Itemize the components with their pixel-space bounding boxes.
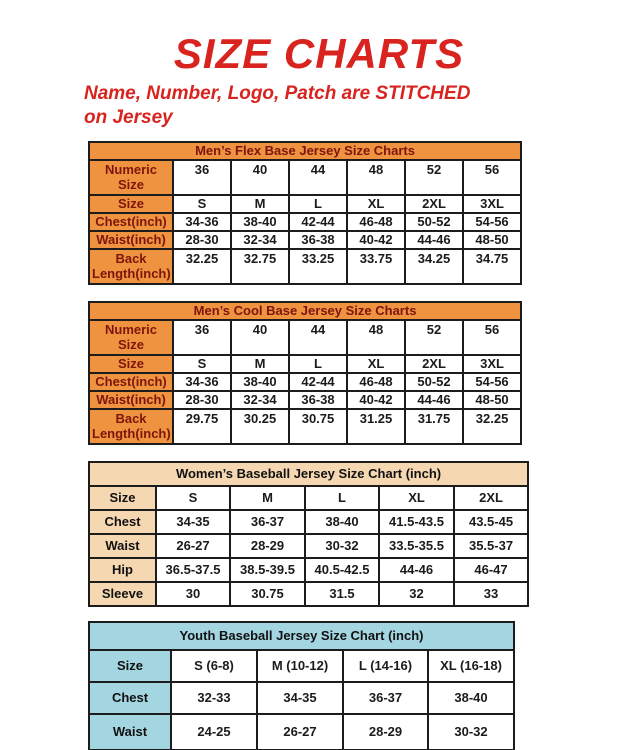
row-label: Waist xyxy=(89,534,156,558)
size-cell: 40-42 xyxy=(347,231,405,249)
size-cell: 48-50 xyxy=(463,231,521,249)
mens-cool-table-title: Men’s Cool Base Jersey Size Charts xyxy=(89,302,521,320)
size-cell: L xyxy=(305,486,379,510)
size-cell: 56 xyxy=(463,320,521,355)
size-cell: 32 xyxy=(379,582,454,606)
size-cell: 38-40 xyxy=(305,510,379,534)
row-label: Waist(inch) xyxy=(89,231,173,249)
youth-table-title: Youth Baseball Jersey Size Chart (inch) xyxy=(89,622,514,650)
size-cell: L xyxy=(289,355,347,373)
mens-cool-size-table xyxy=(88,301,522,445)
size-cell: 2XL xyxy=(405,355,463,373)
size-cell: 36-37 xyxy=(230,510,305,534)
size-cell: 42-44 xyxy=(289,213,347,231)
row-label: Sleeve xyxy=(89,582,156,606)
row-label: Size xyxy=(89,650,171,682)
size-cell: 36 xyxy=(173,160,231,195)
row-label: Back Length(inch) xyxy=(89,249,173,284)
size-cell: 38.5-39.5 xyxy=(230,558,305,582)
table-row xyxy=(89,195,521,213)
youth-size-table xyxy=(88,621,515,750)
size-cell: 36.5-37.5 xyxy=(156,558,230,582)
size-cell: 32-33 xyxy=(171,682,257,714)
size-cell: XL (16-18) xyxy=(428,650,514,682)
table-row xyxy=(89,160,521,195)
womens-table-title: Women’s Baseball Jersey Size Chart (inch) xyxy=(89,462,528,486)
row-label: Chest(inch) xyxy=(89,213,173,231)
size-cell: XL xyxy=(347,355,405,373)
size-cell: 41.5-43.5 xyxy=(379,510,454,534)
size-cell: 34-35 xyxy=(257,682,343,714)
size-cell: 30-32 xyxy=(428,714,514,750)
table-row xyxy=(89,391,521,409)
womens-size-table xyxy=(88,461,529,607)
size-cell: 54-56 xyxy=(463,213,521,231)
table-row xyxy=(89,486,528,510)
size-cell: 26-27 xyxy=(257,714,343,750)
size-cell: 3XL xyxy=(463,355,521,373)
row-label: Hip xyxy=(89,558,156,582)
table-row xyxy=(89,213,521,231)
table-row xyxy=(89,231,521,249)
table-row xyxy=(89,320,521,355)
page-title: SIZE CHARTS xyxy=(173,30,465,77)
size-cell: XL xyxy=(379,486,454,510)
table-row xyxy=(89,462,528,486)
table-row xyxy=(89,249,521,284)
size-cell: 32-34 xyxy=(231,231,289,249)
size-cell: 46-47 xyxy=(454,558,528,582)
size-cell: 50-52 xyxy=(405,213,463,231)
size-cell: 52 xyxy=(405,320,463,355)
table-row xyxy=(89,714,514,750)
stitched-note xyxy=(84,82,598,131)
row-label: Size xyxy=(89,195,173,213)
size-cell: 44-46 xyxy=(405,391,463,409)
row-label: Waist xyxy=(89,714,171,750)
size-cell: 34-36 xyxy=(173,373,231,391)
table-row xyxy=(89,409,521,444)
size-cell: S xyxy=(173,355,231,373)
size-cell: 32-34 xyxy=(231,391,289,409)
size-cell: 31.75 xyxy=(405,409,463,444)
size-cell: 43.5-45 xyxy=(454,510,528,534)
size-cell: 34.25 xyxy=(405,249,463,284)
size-cell: 36 xyxy=(173,320,231,355)
table-row xyxy=(89,582,528,606)
size-cell: 34-35 xyxy=(156,510,230,534)
table-row xyxy=(89,302,521,320)
row-label: Size xyxy=(89,355,173,373)
size-cell: S xyxy=(156,486,230,510)
row-label: Chest xyxy=(89,682,171,714)
size-cell: 2XL xyxy=(454,486,528,510)
size-cell: 38-40 xyxy=(428,682,514,714)
size-cell: 24-25 xyxy=(171,714,257,750)
size-cell: 32.25 xyxy=(463,409,521,444)
size-cell: 48-50 xyxy=(463,391,521,409)
size-cell: 40 xyxy=(231,160,289,195)
size-cell: 44-46 xyxy=(405,231,463,249)
size-cell: 40 xyxy=(231,320,289,355)
size-charts-page xyxy=(0,30,638,750)
size-cell: 36-37 xyxy=(343,682,428,714)
size-cell: 38-40 xyxy=(231,373,289,391)
mens-flex-table-title: Men’s Flex Base Jersey Size Charts xyxy=(89,142,521,160)
table-row xyxy=(89,142,521,160)
stitched-note-line2: on Jersey xyxy=(84,107,173,129)
size-cell: 32.75 xyxy=(231,249,289,284)
row-label: Numeric Size xyxy=(89,320,173,355)
table-row xyxy=(89,622,514,650)
size-cell: 30.75 xyxy=(230,582,305,606)
size-cell: S xyxy=(173,195,231,213)
size-cell: 44-46 xyxy=(379,558,454,582)
size-cell: 32.25 xyxy=(173,249,231,284)
size-cell: 40-42 xyxy=(347,391,405,409)
table-row xyxy=(89,534,528,558)
table-row xyxy=(89,510,528,534)
stitched-note-line1: Name, Number, Logo, Patch are STITCHED xyxy=(84,83,471,104)
size-cell: 36-38 xyxy=(289,231,347,249)
row-label: Waist(inch) xyxy=(89,391,173,409)
size-cell: 30-32 xyxy=(305,534,379,558)
size-cell: 30 xyxy=(156,582,230,606)
size-cell: 50-52 xyxy=(405,373,463,391)
size-cell: L xyxy=(289,195,347,213)
row-label: Chest(inch) xyxy=(89,373,173,391)
size-cell: 33 xyxy=(454,582,528,606)
table-row xyxy=(89,558,528,582)
size-cell: 46-48 xyxy=(347,213,405,231)
size-cell: 28-29 xyxy=(230,534,305,558)
size-cell: 36-38 xyxy=(289,391,347,409)
size-cell: 52 xyxy=(405,160,463,195)
row-label: Back Length(inch) xyxy=(89,409,173,444)
size-cell: 34.75 xyxy=(463,249,521,284)
size-cell: 33.75 xyxy=(347,249,405,284)
size-cell: 35.5-37 xyxy=(454,534,528,558)
size-cell: M xyxy=(231,355,289,373)
size-cell: 28-29 xyxy=(343,714,428,750)
size-cell: 40.5-42.5 xyxy=(305,558,379,582)
size-cell: XL xyxy=(347,195,405,213)
table-row xyxy=(89,355,521,373)
row-label: Chest xyxy=(89,510,156,534)
size-cell: 31.25 xyxy=(347,409,405,444)
size-cell: 44 xyxy=(289,160,347,195)
size-cell: 30.75 xyxy=(289,409,347,444)
size-cell: 31.5 xyxy=(305,582,379,606)
mens-flex-size-table xyxy=(88,141,522,285)
size-cell: 3XL xyxy=(463,195,521,213)
row-label: Size xyxy=(89,486,156,510)
table-row xyxy=(89,682,514,714)
size-cell: 33.25 xyxy=(289,249,347,284)
size-cell: M xyxy=(231,195,289,213)
size-cell: 28-30 xyxy=(173,231,231,249)
row-label: Numeric Size xyxy=(89,160,173,195)
size-cell: 2XL xyxy=(405,195,463,213)
size-cell: 56 xyxy=(463,160,521,195)
size-cell: 38-40 xyxy=(231,213,289,231)
size-cell: 34-36 xyxy=(173,213,231,231)
size-cell: M xyxy=(230,486,305,510)
size-cell: 26-27 xyxy=(156,534,230,558)
size-cell: 33.5-35.5 xyxy=(379,534,454,558)
size-cell: 44 xyxy=(289,320,347,355)
size-cell: M (10-12) xyxy=(257,650,343,682)
size-cell: 28-30 xyxy=(173,391,231,409)
size-cell: 42-44 xyxy=(289,373,347,391)
size-cell: 30.25 xyxy=(231,409,289,444)
table-row xyxy=(89,373,521,391)
size-cell: 46-48 xyxy=(347,373,405,391)
size-cell: S (6-8) xyxy=(171,650,257,682)
size-cell: L (14-16) xyxy=(343,650,428,682)
size-cell: 54-56 xyxy=(463,373,521,391)
size-cell: 29.75 xyxy=(173,409,231,444)
size-cell: 48 xyxy=(347,320,405,355)
table-row xyxy=(89,650,514,682)
size-cell: 48 xyxy=(347,160,405,195)
